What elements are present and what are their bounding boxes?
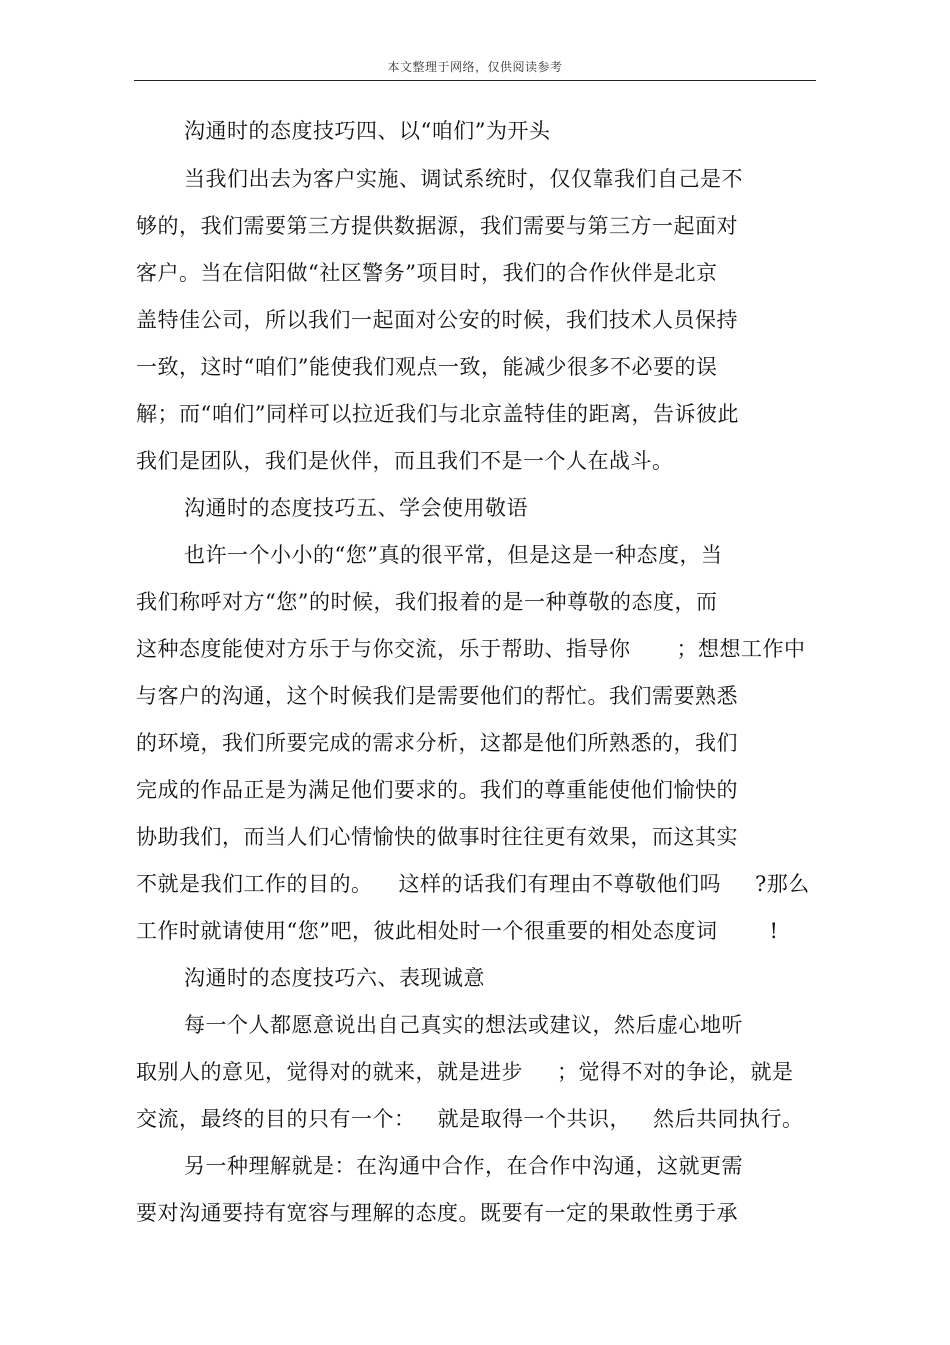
line-segment: ；想想工作中 — [676, 637, 806, 661]
line-segment: ! — [769, 919, 779, 943]
paragraph-line — [136, 634, 806, 664]
paragraph-line: 当我们出去为客户实施、调试系统时，仅仅靠我们自己是不 — [184, 167, 743, 191]
paragraph-line — [136, 916, 778, 946]
line-segment: 工作时就请使用“您”吧，彼此相处时一个很重要的相处态度词 — [136, 919, 718, 943]
paragraph-line: 客户。当在信阳做“社区警务”项目时，我们的合作伙伴是北京 — [136, 261, 718, 285]
line-segment: ；觉得不对的争论，就是 — [557, 1060, 794, 1084]
paragraph-line: 够的，我们需要第三方提供数据源，我们需要与第三方一起面对 — [136, 214, 738, 238]
paragraph-line: 完成的作品正是为满足他们要求的。我们的尊重能使他们愉快的 — [136, 778, 738, 802]
paragraph-line: 一致，这时“咱们”能使我们观点一致，能减少很多不必要的误 — [136, 355, 718, 379]
paragraph-line — [136, 1057, 794, 1087]
line-segment: 交流，最终的目的只有一个： — [136, 1107, 416, 1131]
paragraph-line: 的环境，我们所要完成的需求分析，这都是他们所熟悉的，我们 — [136, 731, 738, 755]
paragraph-line: 与客户的沟通，这个时候我们是需要他们的帮忙。我们需要熟悉 — [136, 684, 738, 708]
line-segment: 然后共同执行。 — [653, 1107, 804, 1131]
line-segment: ?那么 — [755, 872, 810, 896]
line-segment: 这样的话我们有理由不尊敬他们吗 — [398, 872, 721, 896]
line-segment: 不就是我们工作的目的。 — [136, 872, 373, 896]
header-text: 本文整理于网络，仅供阅读参考 — [387, 60, 563, 74]
paragraph-line: 我们是团队，我们是伙伴，而且我们不是一个人在战斗。 — [136, 449, 674, 473]
line-segment: 取别人的意见，觉得对的就来，就是进步 — [136, 1060, 523, 1084]
paragraph-line — [136, 1104, 804, 1134]
paragraph-line: 要对沟通要持有宽容与理解的态度。既要有一定的果敢性勇于承 — [136, 1201, 738, 1225]
section-heading-6: 沟通时的态度技巧六、表现诚意 — [184, 966, 485, 990]
paragraph-line: 协助我们，而当人们心情愉快的做事时往往更有效果，而这其实 — [136, 825, 738, 849]
paragraph-line — [136, 869, 810, 899]
paragraph-line: 另一种理解就是：在沟通中合作，在合作中沟通，这就更需 — [184, 1154, 743, 1178]
paragraph-line: 解；而“咱们”同样可以拉近我们与北京盖特佳的距离，告诉彼此 — [136, 402, 739, 426]
paragraph-line: 每一个人都愿意说出自己真实的想法或建议，然后虚心地听 — [184, 1013, 743, 1037]
section-heading-5: 沟通时的态度技巧五、学会使用敬语 — [184, 496, 528, 520]
paragraph-line: 我们称呼对方“您”的时候，我们报着的是一种尊敬的态度，而 — [136, 590, 718, 614]
section-heading-4: 沟通时的态度技巧四、以“咱们”为开头 — [184, 119, 551, 143]
line-segment: 就是取得一个共识， — [437, 1107, 631, 1131]
paragraph-line: 也许一个小小的“您”真的很平常，但是这是一种态度，当 — [184, 543, 723, 567]
paragraph-line: 盖特佳公司，所以我们一起面对公安的时候，我们技术人员保持 — [136, 308, 738, 332]
line-segment: 这种态度能使对方乐于与你交流，乐于帮助、指导你 — [136, 637, 631, 661]
